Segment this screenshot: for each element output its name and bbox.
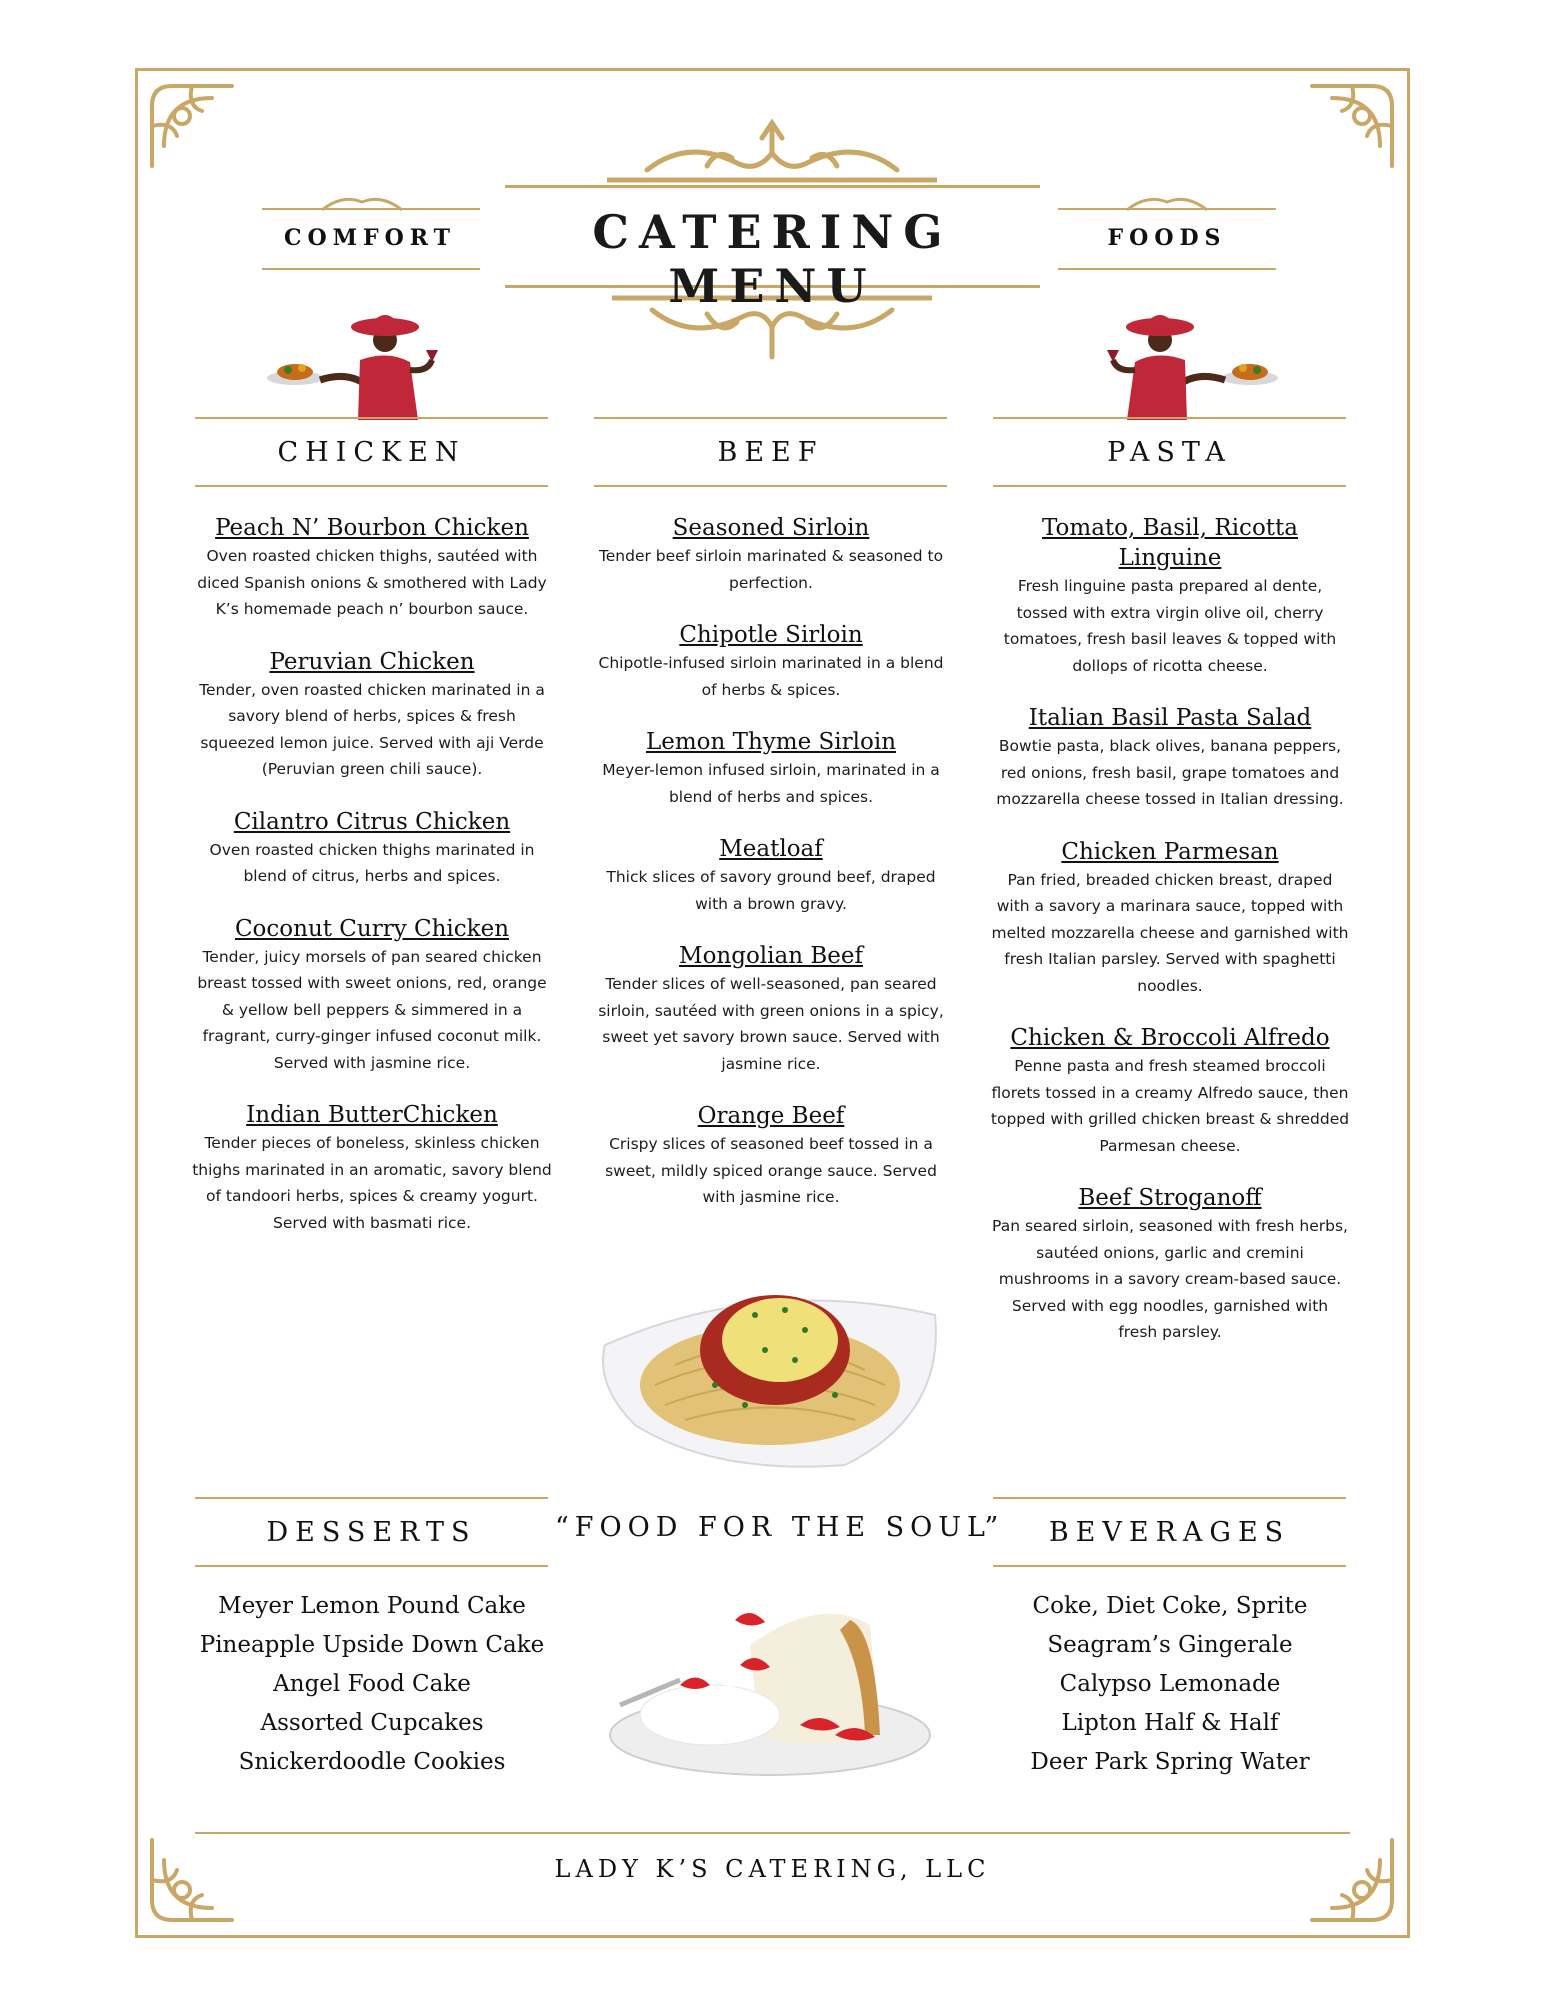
section-heading-beverages: BEVERAGES (993, 1497, 1346, 1567)
menu-item (591, 727, 951, 810)
title-rule-top (505, 185, 1040, 188)
menu-item (591, 834, 951, 917)
right-rule-bottom (1058, 268, 1276, 270)
menu-item-description: Tender slices of well-seasoned, pan seared sirloin, sautéed with green onions in a spicy, sweet yet savory brown sauce. Served with jasmine rice. (598, 975, 944, 1073)
menu-item-name: Tomato, Basil, Ricotta Linguine (1042, 515, 1298, 571)
menu-item-description: Fresh linguine pasta prepared al dente, tossed with extra virgin olive oil, cherry tomatoes, fresh basil leaves & topped with dollops of ricotta cheese. (1003, 577, 1337, 675)
menu-item-name: Lemon Thyme Sirloin (645, 729, 897, 755)
left-rule-top (262, 208, 480, 210)
menu-item-description: Tender pieces of boneless, skinless chicken thighs marinated in an aromatic, savory blend of tandoori herbs, spices & creamy yogurt. Served with basmati rice. (192, 1134, 552, 1232)
footer-rule (195, 1832, 1350, 1834)
menu-item-name: Chicken Parmesan (1061, 838, 1279, 865)
menu-item (591, 620, 951, 703)
subtitle-left: COMFORT (283, 225, 457, 251)
menu-item-name: Italian Basil Pasta Salad (1028, 705, 1312, 731)
menu-item (192, 513, 552, 623)
chicken-parmesan-photo (595, 1255, 945, 1475)
menu-item (990, 513, 1350, 679)
angel-food-cake-photo (600, 1585, 940, 1785)
menu-item (990, 1183, 1350, 1346)
menu-item (192, 914, 552, 1077)
menu-item-description: Pan fried, breaded chicken breast, draped with a savory a marinara sauce, topped with melted mozzarella cheese and garnished with fresh Italian parsley. Served with spaghetti noodles. (991, 870, 1349, 995)
beef-menu-list (591, 513, 951, 1235)
pasta-menu-list (990, 513, 1350, 1370)
menu-item-name: Peruvian Chicken (269, 648, 475, 675)
menu-item-name: Orange Beef (697, 1103, 845, 1129)
list-item: Pineapple Upside Down Cake (199, 1632, 545, 1658)
beverages-list (990, 1587, 1350, 1782)
menu-item-description: Thick slices of savory ground beef, draped with a brown gravy. (606, 868, 936, 913)
corner-flourish-top-right-icon (1302, 76, 1402, 176)
subtitle-right: FOODS (1107, 225, 1227, 251)
menu-item-name: Chicken & Broccoli Alfredo (1010, 1025, 1330, 1051)
list-item: Calypso Lemonade (1059, 1671, 1281, 1697)
menu-item-name: Peach N’ Bourbon Chicken (215, 515, 529, 541)
menu-item-name: Mongolian Beef (679, 943, 863, 969)
menu-item-description: Oven roasted chicken thighs, sautéed with diced Spanish onions & smothered with Lady K’s homemade peach n’ bourbon sauce. (197, 547, 547, 618)
section-heading-beef: BEEF (594, 417, 947, 487)
menu-item-description: Tender, oven roasted chicken marinated in a savory blend of herbs, spices & fresh squeezed lemon juice. Served with aji Verde (Peruvian green chili sauce). (199, 680, 545, 778)
menu-item-description: Chipotle-infused sirloin marinated in a blend of herbs & spices. (598, 654, 944, 699)
menu-item-description: Crispy slices of seasoned beef tossed in a sweet, mildly spiced orange sauce. Served with jasmine rice. (605, 1135, 937, 1206)
left-rule-bottom (262, 268, 480, 270)
menu-item-description: Tender, juicy morsels of pan seared chicken breast tossed with sweet onions, red, orange & yellow bell peppers & simmered in a fragrant, curry-ginger infused coconut milk. Served with jasmine rice. (197, 947, 547, 1072)
section-heading-pasta: PASTA (993, 417, 1346, 487)
menu-item (192, 1100, 552, 1236)
tagline: “FOOD FOR THE SOUL” (555, 1512, 1005, 1543)
menu-item-description: Penne pasta and fresh steamed broccoli florets tossed in a creamy Alfredo sauce, then topped with grilled chicken breast & shredded Parmesan cheese. (990, 1057, 1350, 1155)
list-item: Assorted Cupcakes (260, 1710, 484, 1736)
menu-item (990, 837, 1350, 1000)
list-item: Deer Park Spring Water (1030, 1749, 1310, 1775)
section-heading-chicken: CHICKEN (195, 417, 548, 487)
right-rule-top (1058, 208, 1276, 210)
menu-item (591, 513, 951, 596)
list-item: Angel Food Cake (273, 1671, 471, 1697)
menu-item-name: Meatloaf (719, 836, 823, 862)
menu-item-name: Coconut Curry Chicken (234, 915, 510, 942)
corner-flourish-top-left-icon (142, 76, 242, 176)
menu-item-name: Chipotle Sirloin (679, 622, 863, 648)
menu-item-description: Bowtie pasta, black olives, banana peppers, red onions, fresh basil, grape tomatoes and mozzarella cheese tossed in Italian dressing. (996, 737, 1344, 808)
list-item: Coke, Diet Coke, Sprite (1032, 1593, 1308, 1619)
menu-item-name: Seasoned Sirloin (672, 515, 870, 541)
menu-item-description: Tender beef sirloin marinated & seasoned to perfection. (598, 547, 944, 592)
list-item: Meyer Lemon Pound Cake (218, 1593, 526, 1619)
page-title: CATERING MENU (592, 205, 953, 313)
lady-serving-food-left-icon (260, 300, 450, 420)
menu-item (990, 1023, 1350, 1159)
list-item: Lipton Half & Half (1061, 1710, 1279, 1736)
list-item: Snickerdoodle Cookies (238, 1749, 506, 1775)
menu-item-name: Indian ButterChicken (246, 1102, 498, 1128)
list-item: Seagram’s Gingerale (1047, 1632, 1293, 1658)
menu-item (591, 941, 951, 1077)
menu-item (192, 647, 552, 783)
desserts-list (192, 1587, 552, 1782)
menu-item-name: Beef Stroganoff (1078, 1185, 1262, 1211)
section-heading-desserts: DESSERTS (195, 1497, 548, 1567)
menu-item-description: Meyer-lemon infused sirloin, marinated in a blend of herbs and spices. (602, 761, 940, 806)
business-name: LADY K’S CATERING, LLC (554, 1855, 991, 1883)
lady-serving-food-right-icon (1095, 300, 1285, 420)
menu-item (192, 807, 552, 890)
menu-item-description: Oven roasted chicken thighs marinated in blend of citrus, herbs and spices. (209, 840, 535, 885)
title-top-flourish-icon (607, 118, 937, 188)
menu-item (591, 1101, 951, 1211)
menu-item (990, 703, 1350, 813)
chicken-menu-list (192, 513, 552, 1260)
menu-item-name: Cilantro Citrus Chicken (233, 808, 511, 835)
menu-item-description: Pan seared sirloin, seasoned with fresh herbs, sautéed onions, garlic and cremini mushrooms in a savory cream-based sauce. Served with egg noodles, garnished with fresh parsley. (992, 1217, 1348, 1341)
